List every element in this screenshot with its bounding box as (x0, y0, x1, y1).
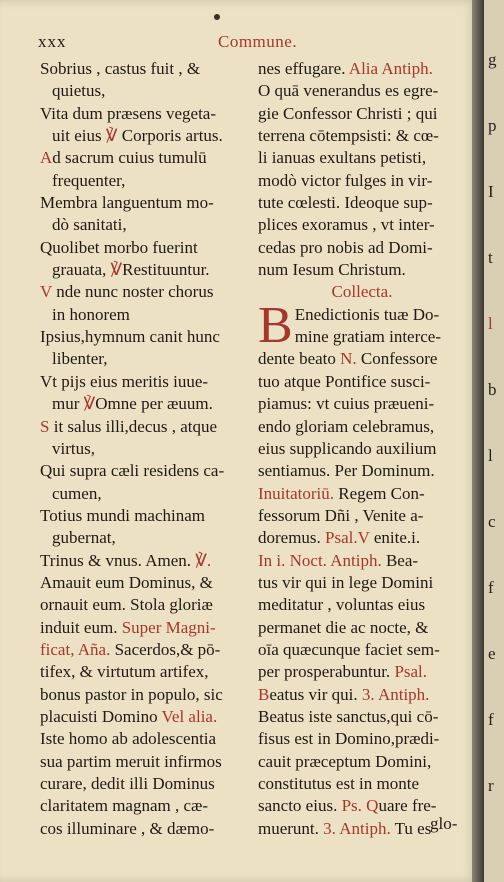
rubric-text: Vel alia. (161, 706, 218, 726)
rubric-text: Psal.V (325, 528, 370, 548)
body-text: sua partim meruit infirmos (40, 751, 222, 771)
text-line (258, 706, 466, 728)
body-text: bonus pastor in populo, sic (40, 684, 223, 704)
rubric-text: V (40, 282, 52, 302)
text-line (40, 617, 254, 639)
text-line (40, 751, 254, 773)
body-text: O quā venerandus es egre- (258, 81, 439, 101)
body-text: Quolibet morbo fuerint (40, 237, 198, 257)
body-text: Enedictionis tuæ Do- (294, 304, 440, 324)
body-text: cauit præceptum Domini, (258, 751, 432, 771)
body-text: tute cœlesti. Ideoque sup- (258, 193, 433, 213)
text-line (258, 505, 466, 527)
text-line (40, 594, 254, 616)
text-line (258, 147, 466, 169)
text-line (40, 728, 254, 750)
body-text: curare, dedit illi Dominus (40, 774, 215, 793)
text-line (40, 192, 254, 214)
text-line (40, 147, 254, 169)
body-text: fisus est in Domino,prædi- (258, 729, 440, 749)
text-line (258, 728, 466, 750)
body-text: nde nunc noster chorus (51, 282, 214, 302)
text-line (40, 572, 254, 594)
text-line (40, 58, 254, 80)
body-text: Sobrius , castus fuit , & (40, 59, 201, 78)
text-line (258, 393, 466, 415)
left-text-column (40, 58, 254, 840)
body-text: modò victor fulges in vir- (258, 170, 433, 190)
rubric-text: ficat, Aña. (40, 639, 111, 659)
body-text: nes effugare. (258, 59, 349, 78)
text-line (40, 639, 254, 661)
body-text: mur (52, 394, 84, 414)
body-text: constitutus est in monte (258, 774, 420, 793)
body-text: endo gloriam celebramus, (258, 416, 435, 436)
text-line (40, 706, 254, 728)
catchword: glo- (430, 814, 458, 833)
text-line (40, 214, 254, 236)
rubric-text: A (40, 148, 53, 168)
facing-page-letter: f (488, 710, 494, 729)
body-text: plices exoramus , vt inter- (258, 215, 435, 235)
rubric-text: ℣ (83, 394, 96, 414)
text-line (40, 550, 254, 572)
text-line (40, 125, 254, 147)
text-line (258, 192, 466, 214)
text-line (258, 80, 466, 102)
drop-capital: B (258, 296, 293, 354)
rubric-text: ℣. (195, 550, 212, 570)
body-text: piamus: vt cuius præueni- (258, 394, 435, 414)
body-text: dò sanitati, (52, 215, 127, 235)
body-text: uit eius (52, 126, 106, 146)
body-text: uare fre- (378, 796, 437, 816)
text-line (40, 818, 254, 840)
text-line (40, 348, 254, 370)
rubric-text: 3. Antiph. (361, 684, 430, 704)
book-gutter (472, 0, 484, 882)
text-line (258, 751, 466, 773)
body-text: eius supplicando auxilium (258, 438, 437, 458)
body-text: Sacerdos,& pō- (110, 639, 221, 659)
body-text: Bea- (381, 550, 419, 570)
body-text: cos illuminare , & dæmo- (40, 818, 215, 838)
text-line (258, 661, 466, 683)
text-line (40, 527, 254, 549)
rubric-text: Psal. (394, 662, 428, 682)
body-text: fessorum Dñi , Venite a- (258, 505, 424, 525)
body-text: per prosperabuntur. (258, 662, 395, 682)
text-line (40, 281, 254, 303)
body-text: Totius mundi machinam (40, 505, 206, 525)
folio-number: xxx (38, 32, 67, 51)
running-title: Commune. (218, 32, 298, 51)
rubric-text: ℣ (110, 260, 123, 280)
right-text-column (258, 58, 466, 840)
facing-page-letter: c (488, 512, 496, 531)
text-line (258, 58, 466, 80)
body-text: it salus illi,decus , atque (49, 416, 218, 436)
text-line (258, 550, 466, 572)
ornament-dot (214, 14, 220, 20)
body-text: dente beato (258, 349, 341, 369)
page-header (38, 32, 470, 56)
body-text: Vt pijs eius meritis iuue- (40, 371, 209, 391)
body-text: induit eum. (40, 617, 122, 637)
text-line (40, 393, 254, 415)
body-text: meditatur , voluntas eius (258, 595, 426, 615)
body-text: enite.i. (369, 528, 421, 548)
body-text: terrena cōtempsisti: & cœ- (258, 126, 439, 146)
text-line (40, 661, 254, 683)
text-line (258, 416, 466, 438)
facing-page-letter: I (488, 182, 494, 201)
body-text: tuo atque Pontifice susci- (258, 371, 431, 391)
text-line (40, 259, 254, 281)
rubric-text: ℣ (105, 126, 122, 146)
body-text: libenter, (52, 349, 108, 369)
facing-page-letter: l (488, 314, 493, 333)
facing-page-letter: g (488, 50, 497, 69)
body-text: in honorem (52, 304, 130, 324)
body-text: Beatus iste sanctus,qui cō- (258, 706, 439, 726)
rubric-text: S (40, 416, 50, 436)
body-text: d sacrum cuius tumulū (52, 148, 207, 168)
text-line (40, 326, 254, 348)
facing-page-letter: f (488, 578, 494, 597)
text-line (258, 773, 466, 795)
facing-page-edge (484, 0, 504, 882)
body-text: placuisti Domino (40, 706, 162, 726)
body-text: sentiamus. Per Dominum. (258, 461, 435, 481)
text-line (40, 483, 254, 505)
body-text: quietus, (52, 81, 106, 101)
body-text: grauata, (52, 260, 111, 280)
text-line (258, 527, 466, 549)
text-line (40, 795, 254, 817)
text-line (258, 237, 466, 259)
text-line (258, 594, 466, 616)
facing-page-letter: r (488, 776, 494, 795)
text-line (258, 214, 466, 236)
body-text: permanet die ac nocte, & (258, 617, 429, 637)
facing-page-letter: t (488, 248, 493, 267)
body-text: Qui supra cæli residens ca- (40, 461, 225, 481)
body-text: Iste homo ab adolescentia (40, 729, 217, 749)
body-text: tifex, & virtutum artifex, (40, 662, 209, 682)
text-line (258, 348, 466, 370)
text-line (258, 639, 466, 661)
text-line (40, 304, 254, 326)
rubric-text: N. (340, 349, 357, 369)
rubric-text: Ps. Q (341, 796, 379, 816)
body-text: oīa quæcunque faciet sem- (258, 639, 440, 659)
text-line (258, 483, 466, 505)
text-line (258, 371, 466, 393)
body-text: tus vir qui in lege Domini (258, 572, 434, 592)
body-text: cedas pro nobis ad Domi- (258, 237, 433, 257)
body-text: frequenter, (52, 170, 126, 190)
text-line (40, 460, 254, 482)
rubric-text: In i. Noct. Antiph. (258, 550, 382, 570)
rubric-text: B (258, 684, 270, 704)
body-text: Confessore (356, 349, 438, 369)
text-line (40, 684, 254, 706)
body-text: li ianuas exultans petisti, (258, 148, 427, 168)
body-text: Membra languentum mo- (40, 193, 214, 213)
text-line (40, 103, 254, 125)
facing-page-letter: p (488, 116, 497, 135)
text-line (40, 416, 254, 438)
facing-page-letter: l (488, 446, 493, 465)
rubric-text: Alia Antiph. (348, 59, 433, 78)
text-line (258, 438, 466, 460)
body-text: Tu es (390, 818, 432, 838)
body-text: Amauit eum Dominus, & (40, 572, 213, 592)
body-text: sancto eius. (258, 796, 342, 816)
body-text: Restituuntur. (122, 260, 210, 280)
body-text: virtus, (52, 438, 95, 458)
body-text: gubernat, (52, 528, 116, 548)
body-text: mine gratiam interce- (294, 327, 442, 347)
rubric-text: Super Magni- (121, 617, 216, 637)
body-text: Vita dum præsens vegeta- (40, 103, 217, 123)
facing-page-letter: e (488, 644, 496, 663)
text-line (40, 773, 254, 795)
text-line (258, 259, 466, 281)
text-line (258, 103, 466, 125)
text-line (40, 505, 254, 527)
text-line (40, 237, 254, 259)
body-text: eatus vir qui. (269, 684, 362, 704)
body-text: claritatem magnam , cæ- (40, 796, 209, 816)
body-text: Trinus & vnus. Amen. (40, 550, 196, 570)
rubric-text: Collecta. (331, 282, 393, 302)
text-line (258, 170, 466, 192)
text-line (258, 460, 466, 482)
text-line (258, 125, 466, 147)
body-text: num Iesum Christum. (258, 260, 406, 280)
text-line (258, 572, 466, 594)
body-text: Regem Con- (334, 483, 425, 503)
text-line (40, 80, 254, 102)
rubric-text: 3. Antiph. (323, 818, 391, 838)
body-text: ornauit eum. Stola gloriæ (40, 595, 213, 615)
body-text: Omne per æuum. (95, 394, 213, 414)
facing-page-letter: b (488, 380, 497, 399)
body-text: Ipsius,hymnum canit hunc (40, 327, 220, 347)
rubric-text: Inuitatoriū. (258, 483, 335, 503)
body-text: gie Confessor Christi ; qui (258, 103, 438, 123)
body-text: muerunt. (258, 818, 324, 838)
text-line (40, 438, 254, 460)
body-text: doremus. (258, 528, 326, 548)
body-text: Corporis artus. (121, 126, 223, 146)
body-text: cumen, (52, 483, 102, 503)
text-line (40, 371, 254, 393)
text-line (40, 170, 254, 192)
text-line (258, 617, 466, 639)
text-line (258, 684, 466, 706)
